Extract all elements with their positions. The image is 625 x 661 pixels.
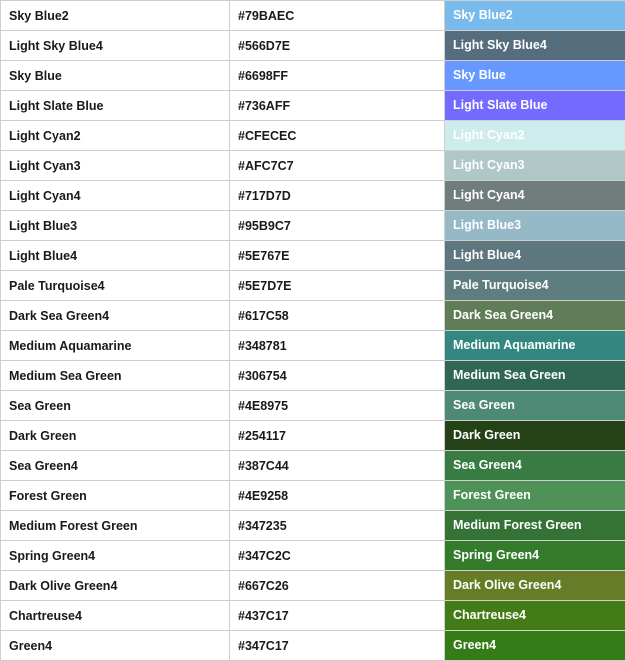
color-hex-cell: #306754 [230, 361, 445, 391]
color-swatch-label: Light Cyan3 [453, 152, 625, 179]
color-name-cell: Light Cyan3 [1, 151, 230, 181]
color-swatch-label: Dark Green [453, 422, 625, 449]
color-swatch-label: Light Blue3 [453, 212, 625, 239]
color-swatch-label: Pale Turquoise4 [453, 272, 625, 299]
table-row [1, 61, 625, 91]
table-row [1, 211, 625, 241]
color-hex-cell: #736AFF [230, 91, 445, 121]
color-swatch-label: Medium Aquamarine [453, 332, 625, 359]
color-hex-cell: #566D7E [230, 31, 445, 61]
table-row [1, 541, 625, 571]
color-name-cell: Forest Green [1, 481, 230, 511]
color-swatch-label: Medium Sea Green [453, 362, 625, 389]
table-row [1, 361, 625, 391]
color-hex-cell: #95B9C7 [230, 211, 445, 241]
color-swatch-cell [445, 241, 625, 271]
color-hex-cell: #348781 [230, 331, 445, 361]
color-name-cell: Chartreuse4 [1, 601, 230, 631]
color-swatch-cell [445, 91, 625, 121]
color-name-cell: Light Cyan2 [1, 121, 230, 151]
color-hex-cell: #667C26 [230, 571, 445, 601]
color-swatch-label: Sea Green [453, 392, 625, 419]
color-swatch-label: Light Slate Blue [453, 92, 625, 119]
color-name-cell: Light Slate Blue [1, 91, 230, 121]
color-swatch-label: Dark Olive Green4 [453, 572, 625, 599]
color-hex-cell: #79BAEC [230, 1, 445, 31]
color-swatch-cell [445, 601, 625, 631]
color-hex-cell: #6698FF [230, 61, 445, 91]
table-row [1, 391, 625, 421]
color-name-cell: Light Blue4 [1, 241, 230, 271]
color-swatch-label: Dark Sea Green4 [453, 302, 625, 329]
table-row [1, 421, 625, 451]
color-name-cell: Dark Sea Green4 [1, 301, 230, 331]
color-swatch-label: Light Sky Blue4 [453, 32, 625, 59]
color-swatch-label: Chartreuse4 [453, 602, 625, 629]
color-swatch-cell [445, 571, 625, 601]
color-hex-cell: #387C44 [230, 451, 445, 481]
color-swatch-label: Sea Green4 [453, 452, 625, 479]
color-swatch-cell [445, 511, 625, 541]
color-swatch-label: Light Cyan4 [453, 182, 625, 209]
color-swatch-label: Spring Green4 [453, 542, 625, 569]
color-swatch-cell [445, 271, 625, 301]
color-name-cell: Medium Aquamarine [1, 331, 230, 361]
color-name-cell: Green4 [1, 631, 230, 661]
color-hex-cell: #CFECEC [230, 121, 445, 151]
color-swatch-label: Sky Blue2 [453, 2, 625, 29]
color-name-cell: Spring Green4 [1, 541, 230, 571]
color-name-cell: Light Cyan4 [1, 181, 230, 211]
color-hex-cell: #5E7D7E [230, 271, 445, 301]
color-swatch-label: Green4 [453, 632, 625, 659]
color-name-cell: Medium Sea Green [1, 361, 230, 391]
table-row [1, 601, 625, 631]
table-row [1, 31, 625, 61]
color-name-cell: Dark Olive Green4 [1, 571, 230, 601]
color-swatch-cell [445, 211, 625, 241]
color-name-cell: Sea Green4 [1, 451, 230, 481]
color-hex-cell: #5E767E [230, 241, 445, 271]
color-swatch-cell [445, 31, 625, 61]
color-hex-cell: #617C58 [230, 301, 445, 331]
color-swatch-cell [445, 361, 625, 391]
table-row [1, 151, 625, 181]
color-name-cell: Pale Turquoise4 [1, 271, 230, 301]
color-hex-cell: #254117 [230, 421, 445, 451]
color-hex-cell: #437C17 [230, 601, 445, 631]
color-table-body [1, 1, 625, 661]
color-name-cell: Sea Green [1, 391, 230, 421]
color-swatch-cell [445, 421, 625, 451]
table-row [1, 241, 625, 271]
color-name-cell: Sky Blue [1, 61, 230, 91]
color-hex-cell: #347C17 [230, 631, 445, 661]
table-row [1, 91, 625, 121]
color-swatch-cell [445, 181, 625, 211]
color-name-cell: Dark Green [1, 421, 230, 451]
table-row [1, 1, 625, 31]
table-row [1, 511, 625, 541]
table-row [1, 631, 625, 661]
color-swatch-cell [445, 301, 625, 331]
color-swatch-cell [445, 451, 625, 481]
table-row [1, 271, 625, 301]
table-row [1, 121, 625, 151]
color-hex-cell: #4E9258 [230, 481, 445, 511]
color-swatch-label: Medium Forest Green [453, 512, 625, 539]
color-hex-cell: #AFC7C7 [230, 151, 445, 181]
color-swatch-cell [445, 541, 625, 571]
color-swatch-cell [445, 151, 625, 181]
color-hex-cell: #347235 [230, 511, 445, 541]
table-row [1, 481, 625, 511]
color-swatch-label: Light Blue4 [453, 242, 625, 269]
color-hex-cell: #347C2C [230, 541, 445, 571]
table-row [1, 301, 625, 331]
color-swatch-cell [445, 61, 625, 91]
color-swatch-cell [445, 1, 625, 31]
color-swatch-cell [445, 391, 625, 421]
table-row [1, 331, 625, 361]
color-name-cell: Medium Forest Green [1, 511, 230, 541]
color-hex-cell: #4E8975 [230, 391, 445, 421]
color-swatch-label: Light Cyan2 [453, 122, 625, 149]
color-swatch-cell [445, 631, 625, 661]
color-swatch-label: Forest Green [453, 482, 625, 509]
color-hex-cell: #717D7D [230, 181, 445, 211]
table-row [1, 181, 625, 211]
table-row [1, 571, 625, 601]
color-name-cell: Light Sky Blue4 [1, 31, 230, 61]
color-swatch-label: Sky Blue [453, 62, 625, 89]
color-name-cell: Light Blue3 [1, 211, 230, 241]
color-swatch-cell [445, 331, 625, 361]
color-name-cell: Sky Blue2 [1, 1, 230, 31]
color-swatch-cell [445, 121, 625, 151]
color-swatch-cell [445, 481, 625, 511]
table-row [1, 451, 625, 481]
